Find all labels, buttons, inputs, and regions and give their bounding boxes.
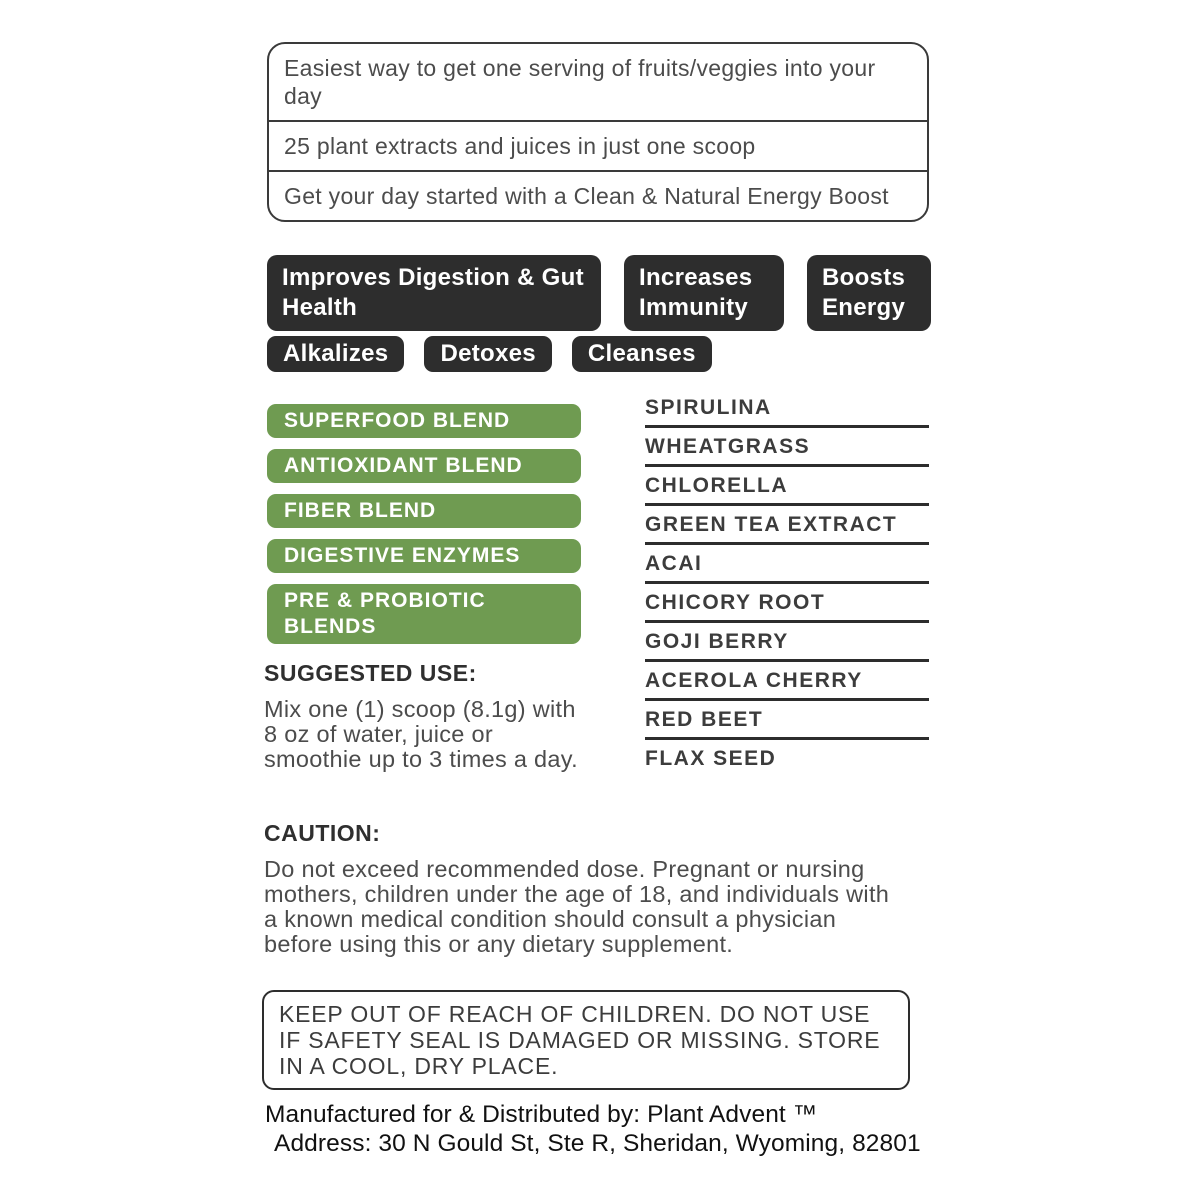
badge-antioxidant-blend: ANTIOXIDANT BLEND: [267, 449, 581, 483]
caution-section: [264, 820, 904, 957]
ingredient-flax-seed: FLAX SEED: [645, 747, 777, 770]
ingredient-goji-berry: GOJI BERRY: [645, 630, 929, 662]
benefit-badges-row1: [267, 255, 947, 331]
badge-pre-probiotic-blends: PRE & PROBIOTIC BLENDS: [267, 584, 581, 644]
ingredient-chlorella: CHLORELLA: [645, 474, 929, 506]
ingredient-green-tea-extract: GREEN TEA EXTRACT: [645, 513, 929, 545]
ingredients-list: [645, 396, 929, 783]
badge-increases-immunity: Increases Immunity: [624, 255, 784, 331]
ingredient-wheatgrass: WHEATGRASS: [645, 435, 929, 467]
badge-digestion-gut-health: Improves Digestion & Gut Health: [267, 255, 601, 331]
claim-row-servings: Easiest way to get one serving of fruits/veggies into your day: [269, 44, 927, 122]
badge-cleanses: Cleanses: [572, 336, 712, 372]
badge-superfood-blend: SUPERFOOD BLEND: [267, 404, 581, 438]
manufacturer-footer: [265, 1100, 965, 1158]
claim-row-energy: Get your day started with a Clean & Natural Energy Boost: [284, 183, 889, 209]
suggested-use-section: [264, 660, 594, 772]
ingredient-chicory-root: CHICORY ROOT: [645, 591, 929, 623]
warning-box: KEEP OUT OF REACH OF CHILDREN. DO NOT USE IF SAFETY SEAL IS DAMAGED OR MISSING. STORE IN A COOL, DRY PLACE.: [262, 990, 910, 1090]
suggested-use-heading: SUGGESTED USE:: [264, 660, 477, 686]
claims-box: [267, 42, 929, 222]
blend-badges-column: [267, 404, 581, 644]
address-line: Address: 30 N Gould St, Ste R, Sheridan, Wyoming, 82801: [274, 1130, 921, 1157]
ingredient-spirulina: SPIRULINA: [645, 396, 929, 428]
badge-digestive-enzymes: DIGESTIVE ENZYMES: [267, 539, 581, 573]
caution-body: Do not exceed recommended dose. Pregnant or nursing mothers, children under the age of 18, and individuals with a known medical condition should consult a physician before using this or any dietary supplement.: [264, 856, 890, 957]
benefit-badges-row2: [267, 336, 947, 372]
ingredient-acerola-cherry: ACEROLA CHERRY: [645, 669, 929, 701]
manufacturer-line: Manufactured for & Distributed by: Plant Advent ™: [265, 1101, 818, 1128]
claim-row-extracts: 25 plant extracts and juices in just one scoop: [269, 122, 927, 172]
caution-heading: CAUTION:: [264, 820, 381, 846]
badge-detoxes: Detoxes: [424, 336, 551, 372]
suggested-use-body: Mix one (1) scoop (8.1g) with 8 oz of water, juice or smoothie up to 3 times a day.: [264, 696, 578, 772]
ingredient-red-beet: RED BEET: [645, 708, 929, 740]
badge-fiber-blend: FIBER BLEND: [267, 494, 581, 528]
ingredient-acai: ACAI: [645, 552, 929, 584]
badge-alkalizes: Alkalizes: [267, 336, 404, 372]
badge-boosts-energy: Boosts Energy: [807, 255, 931, 331]
